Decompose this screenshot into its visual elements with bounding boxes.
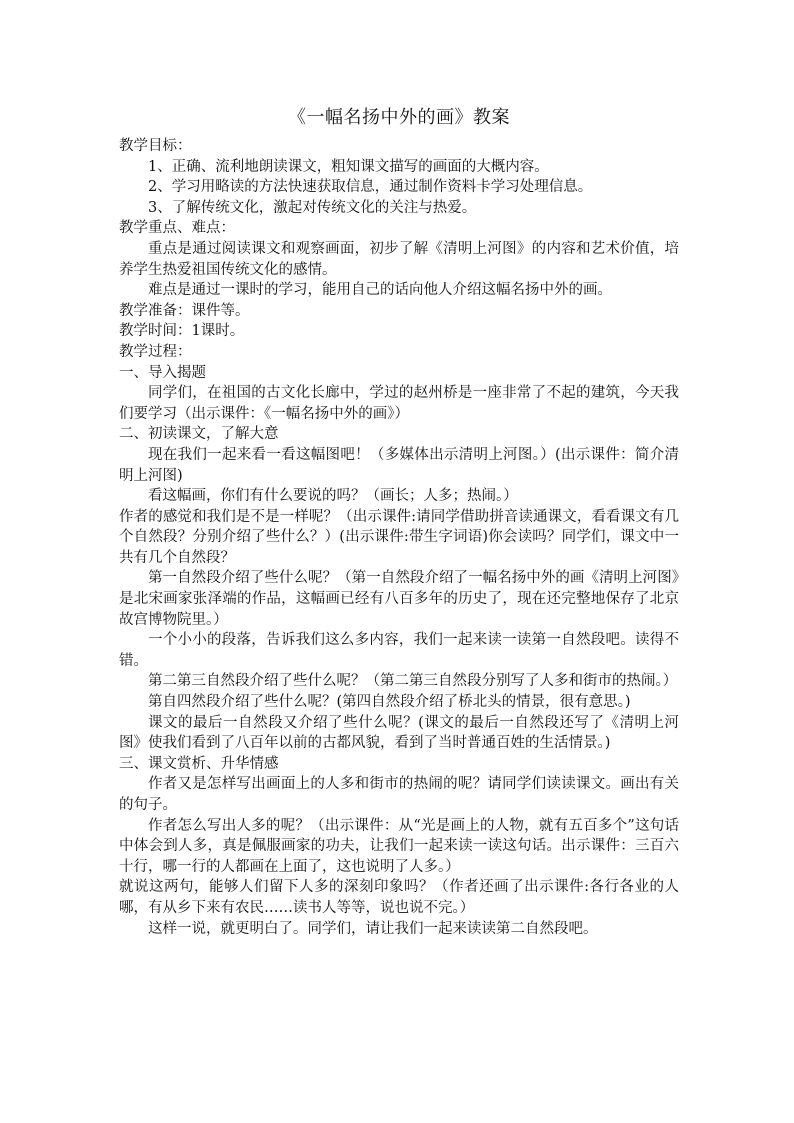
section-heading: 教学时间：1课时。 [119, 323, 245, 340]
section-heading: 就说这两句，能够人们留下人多的深刻印象吗？（作者还画了出示课件:各行各业的人哪，有从乡下来有农民……读书人等等，说也说不完。） [119, 879, 679, 916]
paragraph: 作者怎么写出人多的呢？（出示课件：从“光是画上的人物，就有五百多个”这句话中体会到人多，真是佩服画家的功夫，让我们一起来读一读这句话。出示课件：三百六十行，哪一行的人都画在上面了，这也说明了人多。） [119, 817, 679, 875]
paragraph: 第二第三自然段介绍了些什么呢？（第二第三自然段分别写了人多和街市的热闹。） [148, 673, 678, 690]
section-heading: 作者的感觉和我们是不是一样呢？（出示课件:请同学借助拼音读通课文，看看课文有几个自然段？分别介绍了些什么？）(出示课件:带生字词语)你会读吗？同学们，课文中一共有几个自然段？ [119, 508, 679, 566]
section-heading: 教学目标： [119, 138, 192, 154]
document-title: 《一幅名扬中外的画》教案 [288, 107, 510, 128]
section-heading: 一、导入揭题 [119, 364, 206, 381]
paragraph: 1、正确、流利地朗读课文，粗知课文描写的画面的大概内容。 [148, 158, 549, 175]
paragraph: 作者又是怎样写出画面上的人多和街市的热闹的呢？请同学们读读课文。画出有关的句子。 [119, 776, 679, 813]
paragraph: 同学们，在祖国的古文化长廊中，学过的赵州桥是一座非常了不起的建筑，今天我们要学习（出示课件：《一幅名扬中外的画》） [119, 385, 679, 422]
paragraph: 3、了解传统文化，激起对传统文化的关注与热爱。 [148, 199, 477, 216]
paragraph: 第自四然段介绍了些什么呢？(第四自然段介绍了桥北头的情景，很有意思。) [148, 694, 631, 711]
section-heading: 教学过程： [119, 343, 192, 360]
paragraph: 课文的最后一自然段又介绍了些什么呢？(课文的最后一自然段还写了《清明上河图》使我们看到了八百年以前的古都风貌，看到了当时普通百姓的生活情景。) [119, 714, 679, 752]
paragraph: 看这幅画，你们有什么要说的吗？（画长；人多；热闹。） [148, 488, 518, 505]
document-body [119, 136, 679, 939]
paragraph: 现在我们一起来看一看这幅图吧！（多媒体出示清明上河图。）(出示课件：简介清明上河图) [119, 446, 679, 484]
paragraph: 第一自然段介绍了些什么呢？（第一自然段介绍了一幅名扬中外的画《清明上河图》是北宋画家张泽端的作品，这幅画已经有八百多年的历史了，现在还完整地保存了北京故宫博物院里。） [119, 570, 679, 628]
paragraph: 2、学习用略读的方法快速获取信息，通过制作资料卡学习处理信息。 [148, 179, 593, 196]
paragraph: 这样一说，就更明白了。同学们，请让我们一起来读读第二自然段吧。 [148, 920, 598, 937]
paragraph: 重点是通过阅读课文和观察画面，初步了解《清明上河图》的内容和艺术价值，培养学生热爱祖国传统文化的感情。 [119, 240, 679, 278]
section-heading: 教学准备：课件等。 [119, 302, 250, 319]
section-heading: 三、课文赏析、升华情感 [119, 755, 279, 772]
paragraph: 难点是通过一课时的学习，能用自己的话向他人介绍这幅名扬中外的画。 [148, 282, 612, 299]
paragraph: 一个小小的段落，告诉我们这么多内容，我们一起来读一读第一自然段吧。读得不错。 [119, 632, 679, 669]
section-heading: 教学重点、难点： [119, 220, 235, 237]
document-page [119, 104, 679, 939]
section-heading: 二、初读课文，了解大意 [119, 426, 279, 443]
